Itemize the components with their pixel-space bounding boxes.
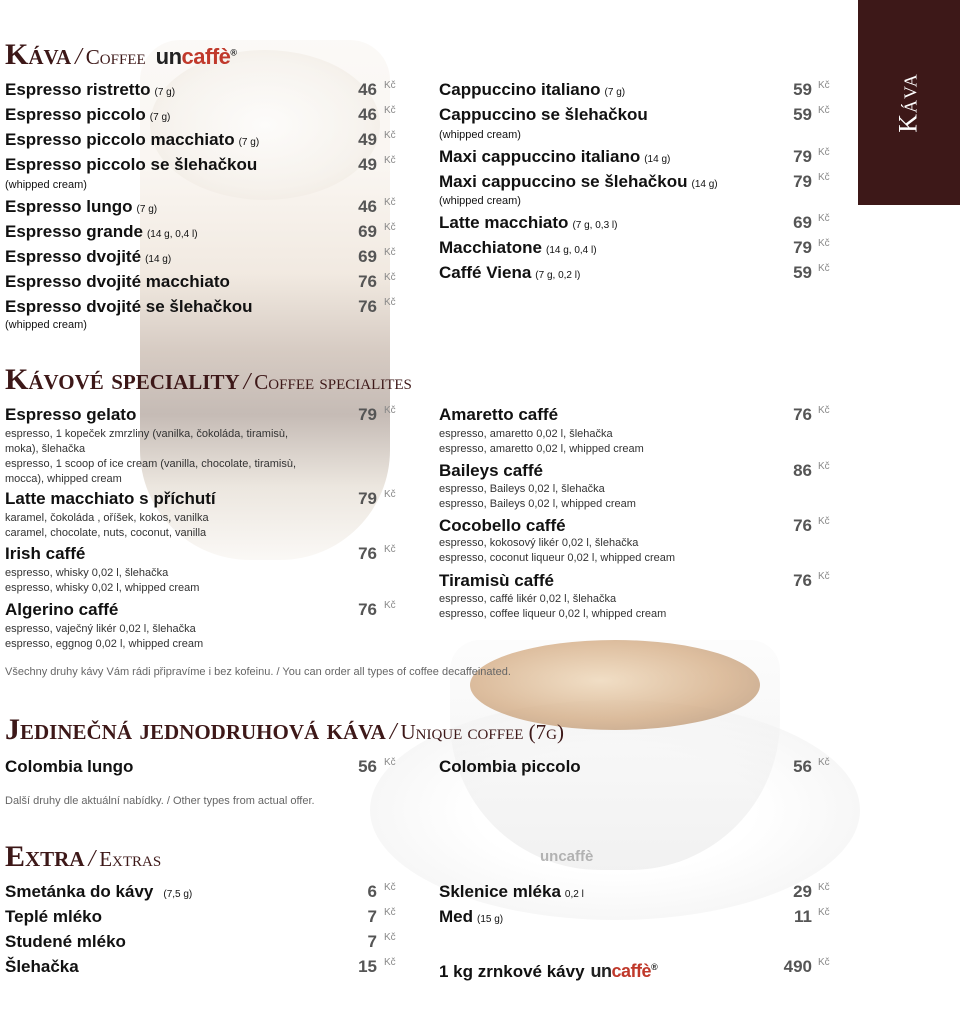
menu-item: Colombia lungo xyxy=(5,757,134,776)
menu-item: Macchiatone (14 g, 0,4 l) xyxy=(439,238,597,257)
item-subnote: (whipped cream) xyxy=(439,195,521,207)
uncaffe-logo: uncaffè® xyxy=(155,44,237,69)
currency-label: Kč xyxy=(818,882,830,893)
item-description: espresso, 1 kopeček zmrzliny (vanilka, čokoláda, tiramisù, xyxy=(5,428,289,440)
item-price: 76 xyxy=(793,516,812,535)
item-price: 76 xyxy=(793,405,812,424)
item-price: 79 xyxy=(793,147,812,166)
item-description: espresso, coffee liqueur 0,02 l, whipped cream xyxy=(439,608,667,620)
item-price: 6 xyxy=(367,882,377,901)
item-price: 7 xyxy=(367,907,377,926)
currency-label: Kč xyxy=(384,544,396,555)
currency-label: Kč xyxy=(384,105,396,116)
item-price: 490 xyxy=(783,957,812,976)
item-price: 46 xyxy=(358,197,377,216)
item-description: espresso, eggnog 0,02 l, whipped cream xyxy=(5,638,204,650)
menu-item: Latte macchiato s příchutí xyxy=(5,489,216,508)
currency-label: Kč xyxy=(384,489,396,500)
menu-item: Espresso dvojité se šlehačkou xyxy=(5,297,253,316)
currency-label: Kč xyxy=(384,907,396,918)
item-subnote: (whipped cream) xyxy=(5,179,87,191)
currency-label: Kč xyxy=(384,80,396,91)
item-subnote: (whipped cream) xyxy=(5,319,87,331)
menu-item: Studené mléko xyxy=(5,932,126,951)
menu-item: Tiramisù caffé xyxy=(439,571,554,590)
currency-label: Kč xyxy=(384,932,396,943)
menu-item: Caffé Viena (7 g, 0,2 l) xyxy=(439,263,581,282)
item-price: 76 xyxy=(793,571,812,590)
currency-label: Kč xyxy=(384,247,396,258)
item-description: espresso, whisky 0,02 l, whipped cream xyxy=(5,582,200,594)
item-price: 69 xyxy=(358,247,377,266)
menu-item: Smetánka do kávy (7,5 g) xyxy=(5,882,193,901)
menu-item: Sklenice mléka 0,2 l xyxy=(439,882,584,901)
currency-label: Kč xyxy=(818,907,830,918)
menu-item: 1 kg zrnkové kávy uncaffè® xyxy=(439,957,657,982)
item-price: 49 xyxy=(358,155,377,174)
item-price: 56 xyxy=(793,757,812,776)
menu-item: Espresso dvojité macchiato xyxy=(5,272,230,291)
currency-label: Kč xyxy=(384,405,396,416)
currency-label: Kč xyxy=(818,105,830,116)
menu-item: Amaretto caffé xyxy=(439,405,559,424)
menu-item: Teplé mléko xyxy=(5,907,102,926)
menu-item: Baileys caffé xyxy=(439,461,543,480)
decaf-note: Všechny druhy kávy Vám rádi připravíme i bez kofeinu. / You can order all types of coffee decaffeinated. xyxy=(5,666,511,678)
menu-item: Espresso piccolo macchiato (7 g) xyxy=(5,130,260,149)
item-price: 76 xyxy=(358,544,377,563)
item-description: espresso, coconut liqueur 0,02 l, whipped cream xyxy=(439,552,676,564)
currency-label: Kč xyxy=(818,757,830,768)
currency-label: Kč xyxy=(818,147,830,158)
item-price: 29 xyxy=(793,882,812,901)
menu-item: Algerino caffé xyxy=(5,600,119,619)
item-price: 69 xyxy=(793,213,812,232)
item-description: mocca), whipped cream xyxy=(5,473,122,485)
item-price: 79 xyxy=(793,172,812,191)
currency-label: Kč xyxy=(818,238,830,249)
menu-item: Espresso ristretto (7 g) xyxy=(5,80,176,99)
item-price: 59 xyxy=(793,263,812,282)
item-price: 15 xyxy=(358,957,377,976)
menu-item: Latte macchiato (7 g, 0,3 l) xyxy=(439,213,618,232)
currency-label: Kč xyxy=(384,197,396,208)
menu-item: Maxi cappuccino italiano (14 g) xyxy=(439,147,671,166)
item-price: 11 xyxy=(794,907,812,926)
item-price: 76 xyxy=(358,272,377,291)
item-price: 7 xyxy=(367,932,377,951)
menu-item: Espresso dvojité (14 g) xyxy=(5,247,172,266)
currency-label: Kč xyxy=(818,213,830,224)
menu-item: Espresso gelato xyxy=(5,405,137,424)
item-description: espresso, amaretto 0,02 l, whipped cream xyxy=(439,443,644,455)
menu-item: Cappuccino se šlehačkou xyxy=(439,105,648,124)
extras-heading: Extra / Extras xyxy=(5,840,162,873)
item-price: 76 xyxy=(358,600,377,619)
item-price: 79 xyxy=(793,238,812,257)
menu-item: Med (15 g) xyxy=(439,907,504,926)
item-price: 86 xyxy=(793,461,812,480)
menu-item: Colombia piccolo xyxy=(439,757,581,776)
currency-label: Kč xyxy=(384,957,396,968)
currency-label: Kč xyxy=(818,571,830,582)
uncaffe-logo: uncaffè® xyxy=(590,961,658,981)
unique-heading: Jedinečná jednodruhová káva / Unique coffee (7g) xyxy=(5,713,564,746)
item-price: 46 xyxy=(358,80,377,99)
currency-label: Kč xyxy=(384,272,396,283)
menu-item: Maxi cappuccino se šlehačkou (14 g) xyxy=(439,172,718,191)
currency-label: Kč xyxy=(818,405,830,416)
currency-label: Kč xyxy=(818,516,830,527)
menu-item: Espresso grande (14 g, 0,4 l) xyxy=(5,222,198,241)
item-description: espresso, vaječný likér 0,02 l, šlehačka xyxy=(5,623,196,635)
currency-label: Kč xyxy=(818,263,830,274)
menu-item: Espresso lungo (7 g) xyxy=(5,197,158,216)
offer-note: Další druhy dle aktuální nabídky. / Other types from actual offer. xyxy=(5,795,315,807)
item-subnote: (whipped cream) xyxy=(439,129,521,141)
specialty-heading: Kávové speciality / Coffee specialites xyxy=(5,363,412,396)
item-description: espresso, 1 scoop of ice cream (vanilla, chocolate, tiramisù, xyxy=(5,458,297,470)
menu-item: Cocobello caffé xyxy=(439,516,566,535)
item-description: caramel, chocolate, nuts, coconut, vanilla xyxy=(5,527,207,539)
currency-label: Kč xyxy=(818,172,830,183)
coffee-heading: Káva / Coffee uncaffè® xyxy=(5,38,237,71)
item-price: 56 xyxy=(358,757,377,776)
item-description: espresso, kokosový likér 0,02 l, šlehačka xyxy=(439,537,639,549)
item-price: 59 xyxy=(793,105,812,124)
currency-label: Kč xyxy=(384,155,396,166)
sidebar-tab-label: Káva xyxy=(893,72,923,133)
item-description: espresso, amaretto 0,02 l, šlehačka xyxy=(439,428,613,440)
item-description: espresso, Baileys 0,02 l, šlehačka xyxy=(439,483,605,495)
item-price: 59 xyxy=(793,80,812,99)
item-price: 69 xyxy=(358,222,377,241)
cup-logo: uncaffè xyxy=(540,848,594,865)
currency-label: Kč xyxy=(818,461,830,472)
item-price: 46 xyxy=(358,105,377,124)
menu-item: Šlehačka xyxy=(5,957,79,976)
menu-item: Cappuccino italiano (7 g) xyxy=(439,80,626,99)
currency-label: Kč xyxy=(818,80,830,91)
menu-item: Irish caffé xyxy=(5,544,86,563)
currency-label: Kč xyxy=(384,130,396,141)
item-description: espresso, Baileys 0,02 l, whipped cream xyxy=(439,498,636,510)
currency-label: Kč xyxy=(384,757,396,768)
item-description: espresso, caffé likér 0,02 l, šlehačka xyxy=(439,593,617,605)
item-price: 49 xyxy=(358,130,377,149)
item-description: moka), šlehačka xyxy=(5,443,86,455)
currency-label: Kč xyxy=(384,222,396,233)
item-price: 76 xyxy=(358,297,377,316)
menu-item: Espresso piccolo (7 g) xyxy=(5,105,171,124)
currency-label: Kč xyxy=(384,600,396,611)
item-price: 79 xyxy=(358,489,377,508)
currency-label: Kč xyxy=(384,882,396,893)
item-description: karamel, čokoláda , oříšek, kokos, vanilka xyxy=(5,512,209,524)
item-description: espresso, whisky 0,02 l, šlehačka xyxy=(5,567,169,579)
menu-item: Espresso piccolo se šlehačkou xyxy=(5,155,258,174)
currency-label: Kč xyxy=(384,297,396,308)
currency-label: Kč xyxy=(818,957,830,968)
item-price: 79 xyxy=(358,405,377,424)
